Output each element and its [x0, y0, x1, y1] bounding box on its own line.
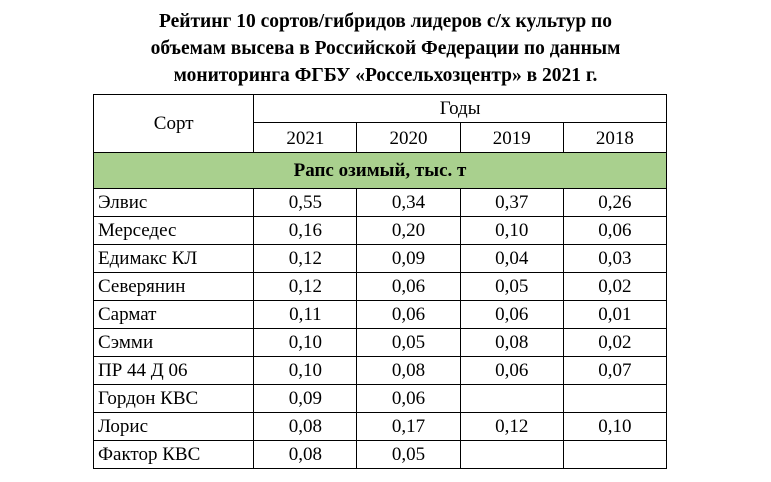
value-cell-2020: 0,06: [357, 385, 460, 413]
value-cell-2019: 0,12: [460, 413, 563, 441]
value-cell-2018: 0,07: [563, 357, 666, 385]
value-cell-2019: 0,06: [460, 357, 563, 385]
document-title: [0, 8, 771, 89]
value-cell-2018: 0,03: [563, 245, 666, 273]
value-cell-2019: 0,10: [460, 217, 563, 245]
value-cell-2018: 0,10: [563, 413, 666, 441]
value-cell-2018: 0,01: [563, 301, 666, 329]
value-cell-2020: 0,06: [357, 273, 460, 301]
variety-name-cell: Лорис: [94, 413, 254, 441]
variety-name-cell: Фактор КВС: [94, 441, 254, 469]
table-row: [94, 245, 667, 273]
value-cell-2019: 0,04: [460, 245, 563, 273]
years-column-header: Годы: [254, 95, 667, 123]
variety-name-cell: Сармат: [94, 301, 254, 329]
value-cell-2019: 0,06: [460, 301, 563, 329]
value-cell-2020: 0,08: [357, 357, 460, 385]
section-row: [94, 153, 667, 189]
value-cell-2018: 0,06: [563, 217, 666, 245]
value-cell-2021: 0,10: [254, 357, 357, 385]
value-cell-2020: 0,20: [357, 217, 460, 245]
variety-name-cell: Северянин: [94, 273, 254, 301]
value-cell-2020: 0,17: [357, 413, 460, 441]
value-cell-2018: [563, 441, 666, 469]
table-row: [94, 217, 667, 245]
value-cell-2021: 0,09: [254, 385, 357, 413]
table-row: [94, 273, 667, 301]
value-cell-2018: 0,02: [563, 273, 666, 301]
value-cell-2021: 0,08: [254, 413, 357, 441]
title-line-1: Рейтинг 10 сортов/гибридов лидеров с/х культур по: [158, 11, 613, 32]
variety-name-cell: Сэмми: [94, 329, 254, 357]
value-cell-2020: 0,34: [357, 189, 460, 217]
title-line-3: мониторинга ФГБУ «Россельхозцентр» в 2021 г.: [173, 65, 598, 86]
value-cell-2021: 0,55: [254, 189, 357, 217]
value-cell-2019: [460, 441, 563, 469]
variety-name-cell: Едимакс КЛ: [94, 245, 254, 273]
value-cell-2021: 0,16: [254, 217, 357, 245]
title-line-2: объемам высева в Российской Федерации по данным: [150, 38, 621, 59]
table-body: [94, 95, 667, 469]
value-cell-2020: 0,05: [357, 329, 460, 357]
variety-name-cell: Элвис: [94, 189, 254, 217]
value-cell-2020: 0,09: [357, 245, 460, 273]
value-cell-2019: 0,37: [460, 189, 563, 217]
table-row: [94, 385, 667, 413]
year-header-2020: 2020: [357, 123, 460, 153]
header-row-1: [94, 95, 667, 123]
variety-name-cell: Гордон КВС: [94, 385, 254, 413]
variety-name-cell: Мерседес: [94, 217, 254, 245]
value-cell-2018: 0,26: [563, 189, 666, 217]
table-row: [94, 189, 667, 217]
table-row: [94, 301, 667, 329]
table-row: [94, 441, 667, 469]
value-cell-2019: [460, 385, 563, 413]
value-cell-2018: [563, 385, 666, 413]
value-cell-2020: 0,05: [357, 441, 460, 469]
table-row: [94, 357, 667, 385]
table-row: [94, 329, 667, 357]
table-row: [94, 413, 667, 441]
variety-name-cell: ПР 44 Д 06: [94, 357, 254, 385]
value-cell-2019: 0,05: [460, 273, 563, 301]
sort-column-header: Сорт: [94, 95, 254, 153]
section-label: Рапс озимый, тыс. т: [94, 153, 667, 189]
rating-table: [93, 94, 667, 469]
year-header-2019: 2019: [460, 123, 563, 153]
year-header-2021: 2021: [254, 123, 357, 153]
value-cell-2021: 0,12: [254, 245, 357, 273]
value-cell-2021: 0,12: [254, 273, 357, 301]
value-cell-2021: 0,08: [254, 441, 357, 469]
value-cell-2021: 0,11: [254, 301, 357, 329]
value-cell-2020: 0,06: [357, 301, 460, 329]
value-cell-2018: 0,02: [563, 329, 666, 357]
value-cell-2021: 0,10: [254, 329, 357, 357]
year-header-2018: 2018: [563, 123, 666, 153]
value-cell-2019: 0,08: [460, 329, 563, 357]
